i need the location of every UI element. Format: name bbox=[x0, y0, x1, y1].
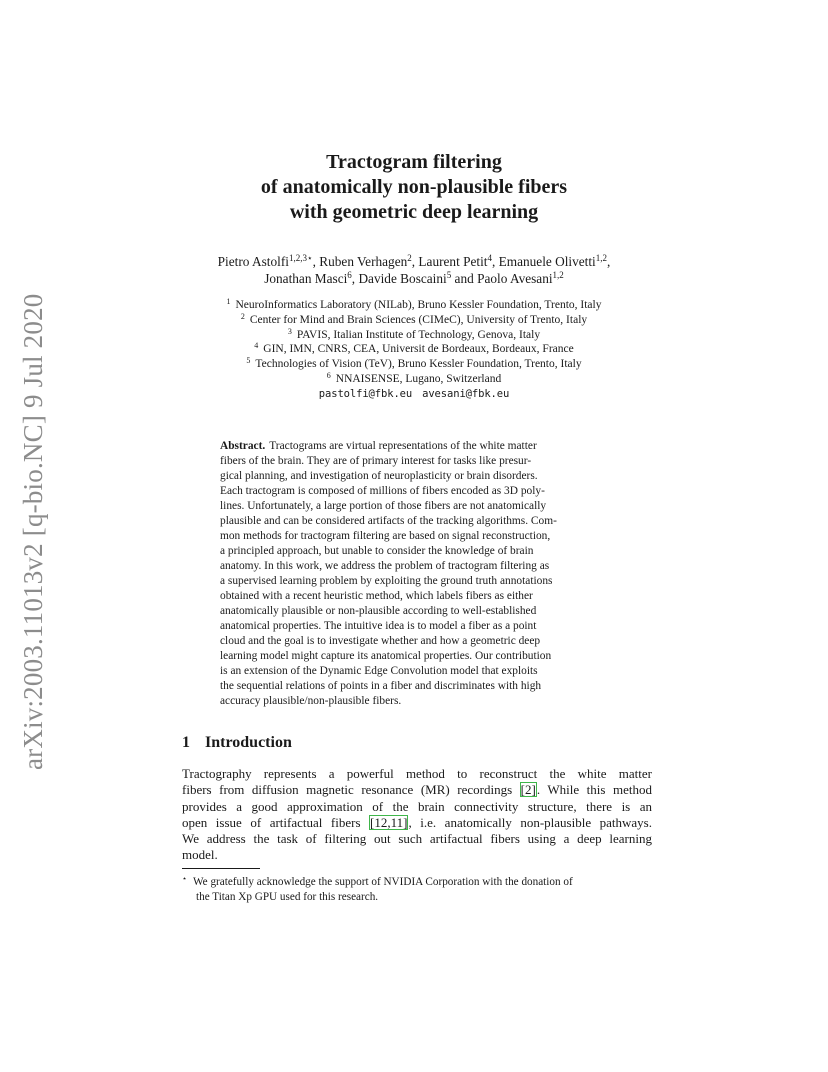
abstract-line: lines. Unfortunately, a large portion of those fibers are not anatomically bbox=[220, 500, 547, 512]
footnote-divider bbox=[182, 868, 260, 869]
affiliation-text: NeuroInformatics Laboratory (NILab), Bruno Kessler Foundation, Trento, Italy bbox=[235, 299, 602, 311]
author-name: Paolo Avesani bbox=[477, 271, 553, 286]
abstract-line: plausible and can be considered artifacts of the tracking algorithms. Com- bbox=[220, 515, 557, 527]
paragraph-line: fibers from diffusion magnetic resonance (MR) recordings [2]. While this method bbox=[182, 782, 652, 798]
paragraph-line: provides a good approximation of the brain connectivity structure, there is an bbox=[182, 798, 652, 814]
author-name: Jonathan Masci bbox=[264, 271, 348, 286]
affiliation-number: 2 bbox=[240, 311, 245, 321]
affiliation-number: 1 bbox=[226, 297, 231, 306]
author-line bbox=[0, 253, 828, 270]
author-affiliation-marks: 1,2,3⋆ bbox=[288, 253, 313, 263]
affiliation-text: GIN, IMN, CNRS, CEA, Universit de Bordeaux, Bordeaux, France bbox=[263, 343, 574, 356]
abstract-line: gical planning, and investigation of neuroplasticity or brain disorders. bbox=[220, 470, 538, 482]
abstract bbox=[220, 439, 614, 709]
abstract-line: anatomy. In this work, we address the problem of tractogram filtering as bbox=[220, 560, 550, 572]
abstract-line: Abstract. Tractograms are virtual representations of the white matter bbox=[220, 440, 537, 452]
citation-link[interactable]: [2] bbox=[520, 782, 536, 798]
abstract-label: Abstract. bbox=[220, 440, 266, 452]
affiliation bbox=[0, 357, 828, 372]
abstract-line: obtained with a recent heuristic method, which labels fibers as either bbox=[220, 590, 533, 602]
author-name: Davide Boscaini bbox=[358, 271, 447, 286]
abstract-line: accuracy plausible/non-plausible fibers. bbox=[220, 695, 402, 707]
author-separator: , bbox=[411, 254, 419, 269]
abstract-line: a principled approach, but unable to consider the knowledge of brain bbox=[220, 545, 534, 557]
paragraph-line: We address the task of filtering out such artifactual fibers using a deep learning bbox=[182, 831, 652, 847]
affiliation-number: 6 bbox=[326, 370, 331, 380]
title-line: Tractogram filtering bbox=[326, 151, 502, 173]
author-list bbox=[0, 253, 828, 287]
author-name: Ruben Verhagen bbox=[319, 254, 408, 269]
abstract-line: cloud and the goal is to investigate whether and how a geometric deep bbox=[220, 635, 541, 647]
abstract-line: the sequential relations of points in a fiber and discriminates with high bbox=[220, 680, 542, 692]
section-title: Introduction bbox=[205, 734, 292, 751]
author-separator: , bbox=[491, 254, 499, 269]
abstract-line: learning model might capture its anatomical properties. Our contribution bbox=[220, 650, 552, 662]
affiliation-number: 4 bbox=[254, 341, 259, 351]
author-separator: , bbox=[351, 271, 359, 286]
citation-link[interactable]: [12,11] bbox=[370, 814, 408, 830]
abstract-line: mon methods for tractogram filtering are based on signal reconstruction, bbox=[220, 530, 551, 542]
paragraph-line: model. bbox=[182, 847, 218, 863]
abstract-line: anatomically plausible or non-plausible according to well-established bbox=[220, 605, 537, 617]
affiliation bbox=[0, 342, 828, 357]
email-address: pastolfi@fbk.eu bbox=[318, 387, 413, 400]
footnote-mark: ⋆ bbox=[182, 874, 188, 883]
author-name: Pietro Astolfi bbox=[217, 254, 289, 269]
author-affiliation-marks: 1,2 bbox=[595, 253, 608, 263]
affiliation-text: NNAISENSE, Lugano, Switzerland bbox=[335, 372, 502, 385]
title-line: with geometric deep learning bbox=[289, 201, 539, 223]
affiliation-number: 3 bbox=[287, 326, 292, 336]
affiliation-number: 5 bbox=[246, 356, 251, 366]
paper-title bbox=[0, 150, 828, 225]
title-line: of anatomically non-plausible fibers bbox=[260, 176, 568, 198]
arxiv-identifier-stamp: arXiv:2003.11013v2 [q-bio.NC] 9 Jul 2020 bbox=[18, 293, 48, 770]
abstract-line: a supervised learning problem by exploiting the ground truth annotations bbox=[220, 575, 553, 587]
affiliations-block bbox=[0, 298, 828, 402]
footnote-line: the Titan Xp GPU used for this research. bbox=[196, 890, 379, 903]
author-line bbox=[0, 270, 828, 287]
abstract-line: Each tractogram is composed of millions of fibers encoded as 3D poly- bbox=[220, 485, 545, 497]
author-separator: and bbox=[451, 271, 478, 286]
contact-emails bbox=[0, 387, 828, 402]
author-separator: , bbox=[312, 254, 320, 269]
section-heading bbox=[182, 733, 292, 753]
paragraph-line: open issue of artifactual fibers [12,11], i.e. anatomically non-plausible pathways. bbox=[182, 814, 652, 830]
affiliation bbox=[0, 298, 828, 313]
abstract-line: fibers of the brain. They are of primary interest for tasks like presur- bbox=[220, 455, 532, 467]
author-affiliation-marks: 6 bbox=[347, 270, 352, 280]
footnote-line: ⋆ We gratefully acknowledge the support of NVIDIA Corporation with the donation of bbox=[182, 874, 573, 888]
author-affiliation-marks: 1,2 bbox=[552, 270, 564, 280]
author-name: Laurent Petit bbox=[418, 254, 488, 269]
introduction-paragraph bbox=[182, 766, 652, 864]
affiliation bbox=[0, 313, 828, 328]
paragraph-line: Tractography represents a powerful method to reconstruct the white matter bbox=[182, 766, 652, 781]
affiliation-text: Technologies of Vision (TeV), Bruno Kessler Foundation, Trento, Italy bbox=[255, 358, 582, 371]
author-name: Emanuele Olivetti bbox=[498, 254, 596, 269]
affiliation bbox=[0, 372, 828, 387]
footnote bbox=[182, 872, 652, 904]
author-affiliation-marks: 2 bbox=[407, 253, 412, 263]
email-address: avesani@fbk.eu bbox=[422, 387, 510, 400]
author-separator: , bbox=[607, 254, 611, 269]
section-number: 1 bbox=[182, 734, 190, 751]
author-affiliation-marks: 5 bbox=[446, 270, 452, 280]
affiliation-text: PAVIS, Italian Institute of Technology, Genova, Italy bbox=[296, 328, 541, 341]
abstract-line: anatomical properties. The intuitive idea is to model a fiber as a point bbox=[220, 620, 537, 632]
affiliation bbox=[0, 328, 828, 343]
abstract-line: is an extension of the Dynamic Edge Convolution model that exploits bbox=[220, 665, 538, 677]
author-affiliation-marks: 4 bbox=[487, 253, 492, 263]
affiliation-text: Center for Mind and Brain Sciences (CIMeC), University of Trento, Italy bbox=[249, 313, 588, 326]
